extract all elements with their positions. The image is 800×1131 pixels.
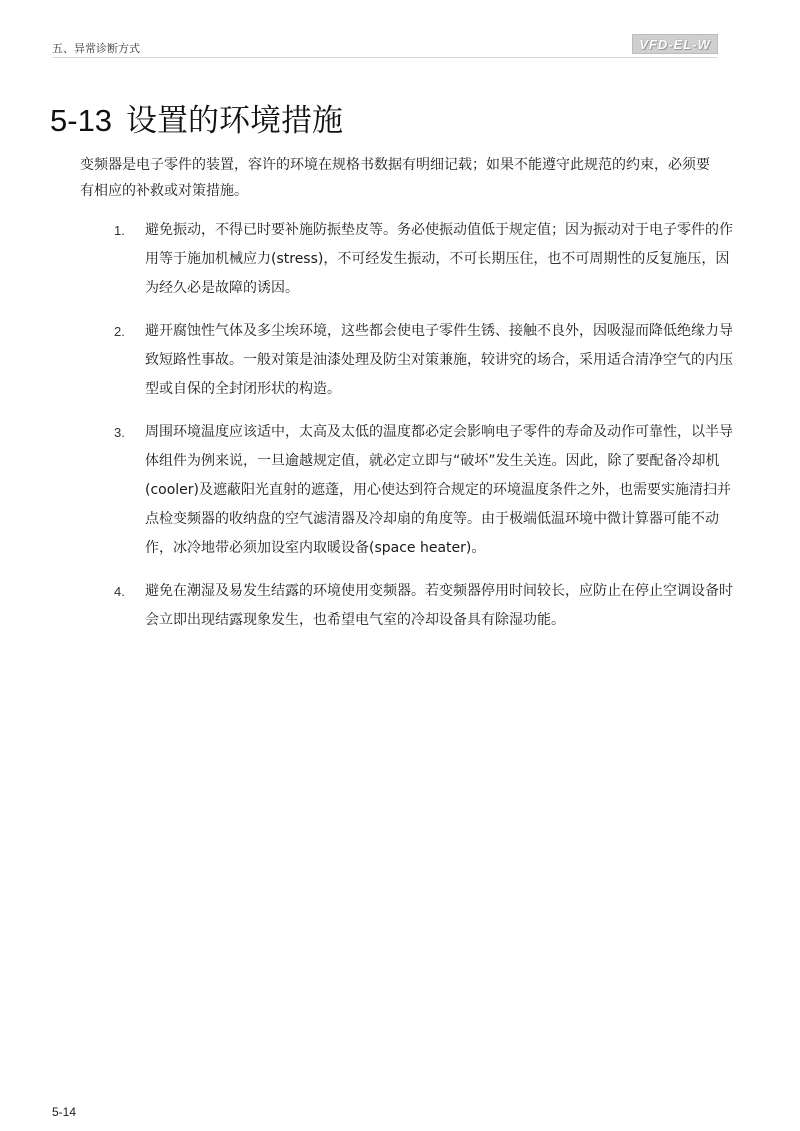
intro-paragraph: 变频器是电子零件的装置，容许的环境在规格书数据有明细记载；如果不能遵守此规范的约束，必须要有相应的补救或对策措施。: [80, 157, 710, 199]
list-item-text: 避开腐蚀性气体及多尘埃环境，这些都会使电子零件生锈、接触不良外，因吸湿而降低绝缘力导致短路性事故。一般对策是油漆处理及防尘对策兼施，较讲究的场合，采用适合清净空气的内压型或自保的全封闭形状的构造。: [145, 323, 733, 397]
list-item-number: 3.: [114, 425, 125, 440]
list-item-text: 避免在潮湿及易发生结露的环境使用变频器。若变频器停用时间较长，应防止在停止空调设备时会立即出现结露现象发生，也希望电气室的冷却设备具有除湿功能。: [145, 583, 733, 628]
page-title: [50, 95, 343, 140]
header-divider: [52, 57, 718, 58]
list-item-number: 2.: [114, 324, 125, 339]
list-item-number: 1.: [114, 223, 125, 238]
list-item: [80, 216, 740, 303]
list-item-number: 4.: [114, 584, 125, 599]
list-item: [80, 577, 740, 635]
list-item: [80, 317, 740, 404]
list-item-text: 周围环境温度应该适中，太高及太低的温度都必定会影响电子零件的寿命及动作可靠性，以半导体组件为例来说，一旦逾越规定值，就必定立即与“破坏”发生关连。因此，除了要配备冷却机(cooler)及遮蔽阳光直射的遮蓬，用心使达到符合规定的环境温度条件之外，也需要实施清扫并点检变频器的收纳盘的空气滤清器及冷却扇的角度等。由于极端低温环境中微计算器可能不动作，冰冷地带必须加设室内取暖设备(space heater)。: [145, 424, 733, 556]
header-section-title: 五、异常诊断方式: [52, 42, 140, 55]
product-logo: [632, 34, 718, 54]
section-title-text: 设置的环境措施: [126, 102, 344, 139]
measures-list: [80, 216, 740, 649]
list-item-text: 避免振动，不得已时要补施防振垫皮等。务必使振动值低于规定值；因为振动对于电子零件的作用等于施加机械应力(stress)，不可经发生振动，不可长期压住，也不可周期性的反复施压，因为经久必是故障的诱因。: [145, 222, 733, 296]
section-number: 5-13: [50, 102, 113, 138]
list-item: [80, 418, 740, 563]
page-number: 5-14: [52, 1105, 77, 1119]
product-logo-text: VFD-EL-W: [639, 36, 711, 52]
